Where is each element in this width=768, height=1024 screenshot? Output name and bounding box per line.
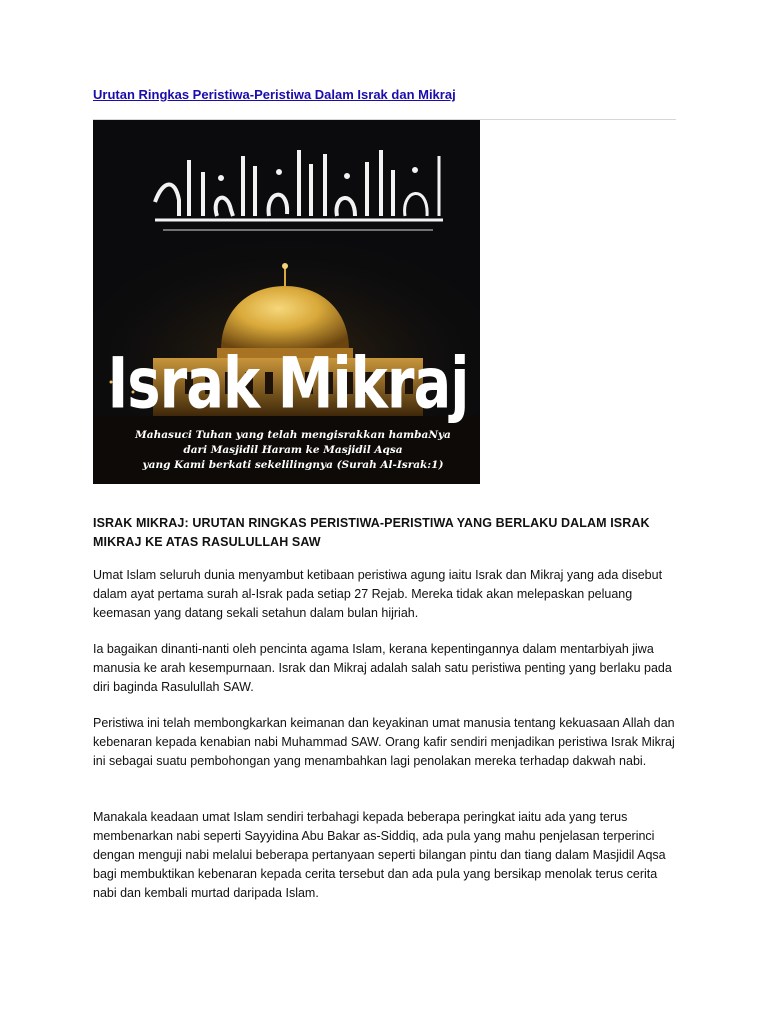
israk-mikraj-banner-image — [93, 120, 480, 484]
banner-caption-line-1: Mahasuci Tuhan yang telah mengisrakkan hambaNya — [135, 429, 451, 441]
paragraph-4: Manakala keadaan umat Islam sendiri terbahagi kepada beberapa peringkat iaitu ada yang terus membenarkan nabi seperti Sayyidina Abu Bakar as-Siddiq, ada pula yang mahu penjelasan terperinci dengan menguji nabi melalui beberapa pertanyaan seperti bilangan pintu dan tiang dalam Masjidil Aqsa bagi membuktikan kebenaran kepada cerita tersebut dan ada pula yang bersikap menolak terus cerita nabi dan kembali murtad daripada Islam. — [93, 810, 666, 900]
banner-caption-line-3: yang Kami berkati sekelilingnya (Surah Al-Israk:1) — [142, 459, 444, 471]
article-heading: ISRAK MIKRAJ: URUTAN RINGKAS PERISTIWA-PERISTIWA YANG BERLAKU DALAM ISRAK MIKRAJ KE ATAS RASULULLAH SAW — [93, 516, 650, 549]
banner-main-text: Israk Mikraj — [107, 342, 469, 425]
article-title-link[interactable]: Urutan Ringkas Peristiwa-Peristiwa Dalam Israk dan Mikraj — [93, 87, 456, 102]
paragraph-3: Peristiwa ini telah membongkarkan keimanan dan keyakinan umat manusia tentang kekuasaan Allah dan kebenaran kepada kenabian nabi Muhammad SAW. Orang kafir sendiri menjadikan peristiwa Israk Mikraj ini sebagai suatu pembohongan yang menambahkan lagi penolakan mereka terhadap dakwah nabi. — [93, 716, 675, 768]
banner-caption-line-2: dari Masjidil Haram ke Masjidil Aqsa — [183, 444, 403, 456]
paragraph-1: Umat Islam seluruh dunia menyambut ketibaan peristiwa agung iaitu Israk dan Mikraj yang ada disebut dalam ayat pertama surah al-Israk pada setiap 27 Rejab. Mereka tidak akan melepaskan peluang keemasan yang datang sekali setahun dalam bulan hijriah. — [93, 568, 663, 620]
paragraph-2: Ia bagaikan dinanti-nanti oleh pencinta agama Islam, kerana kepentingannya dalam mentarbiyah jiwa manusia ke arah kesempurnaan. Israk dan Mikraj adalah salah satu peristiwa penting yang berlaku pada diri baginda Rasulullah SAW. — [93, 642, 672, 694]
